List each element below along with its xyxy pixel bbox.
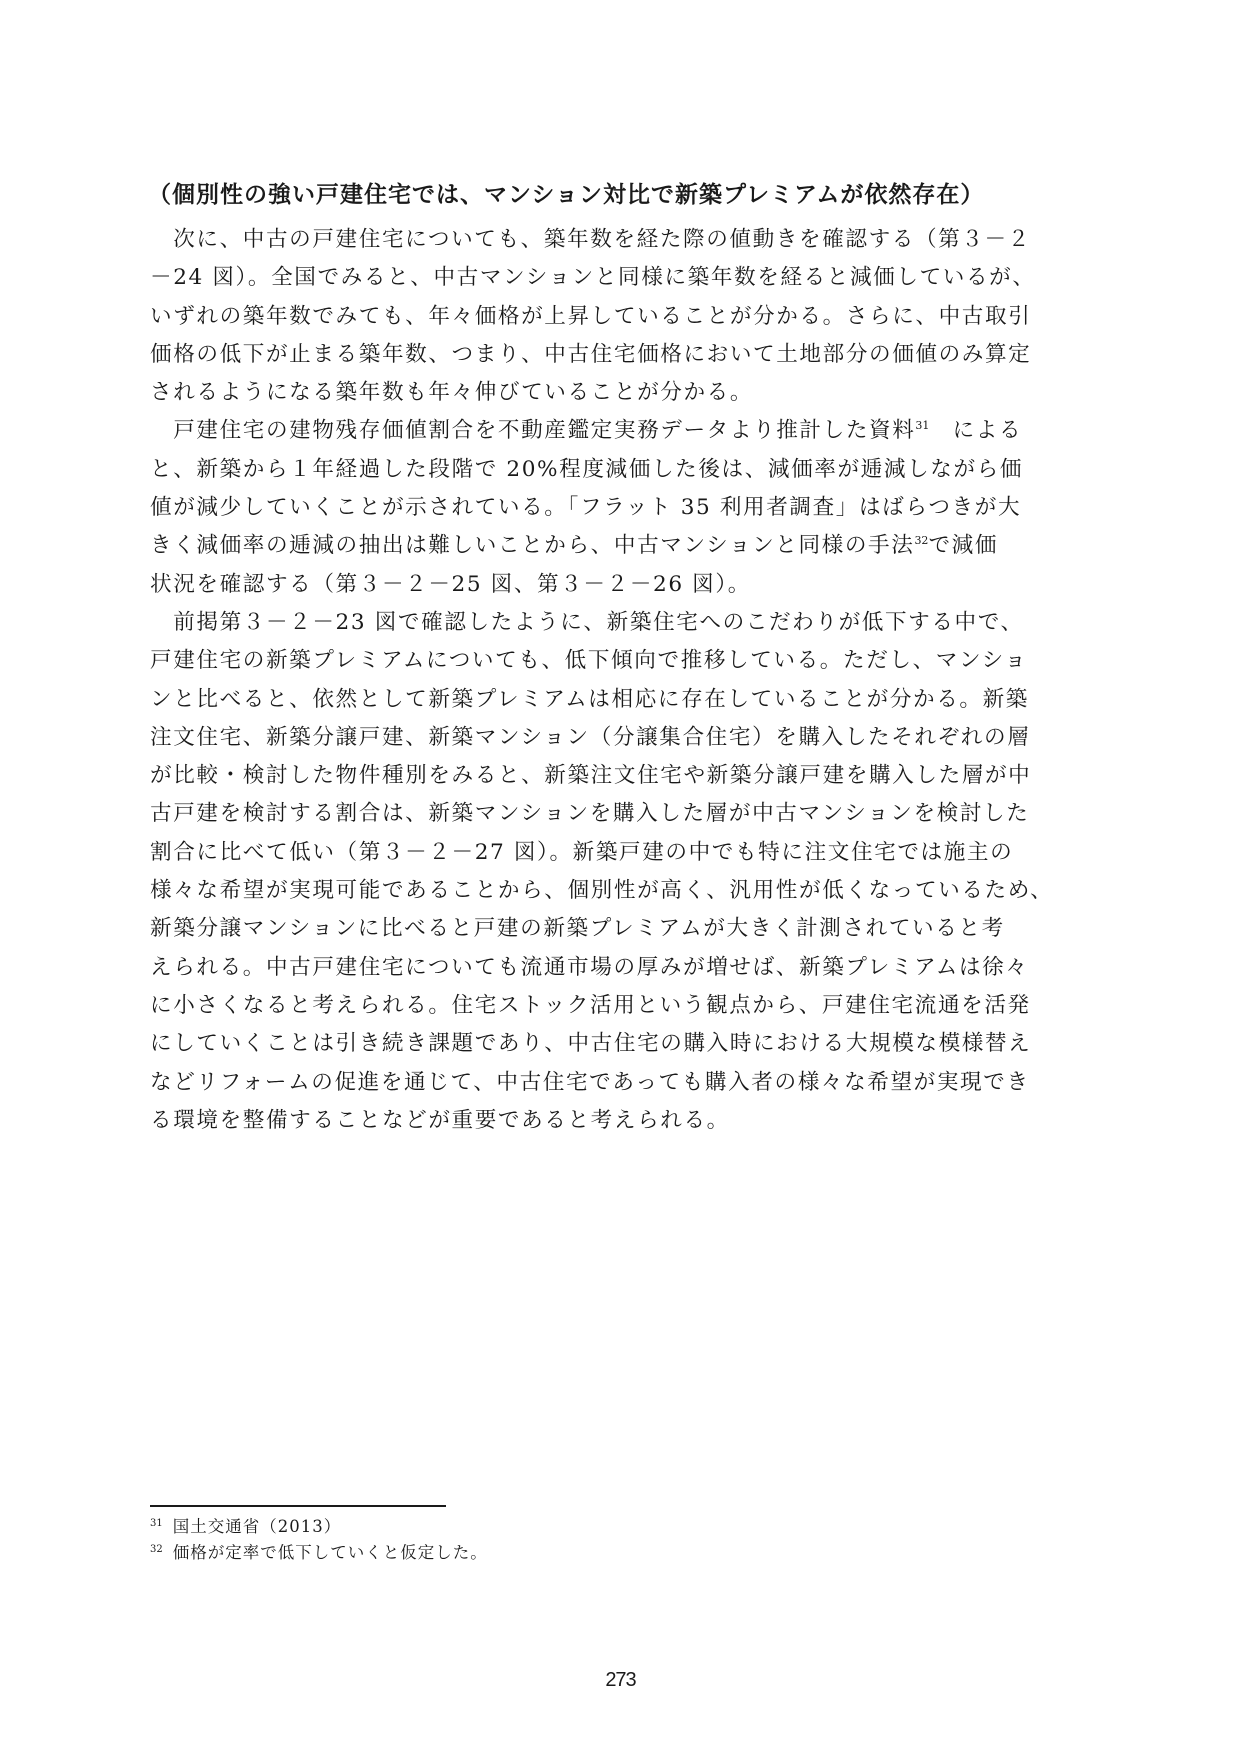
text-segment: きく減価率の逓減の抽出は難しいことから、中古マンションと同様の手法 [150, 533, 915, 559]
text-line [150, 412, 1090, 450]
text-line: ンと比べると、依然として新築プレミアムは相応に存在していることが分かる。新築 [150, 686, 1029, 712]
body-text [150, 221, 1090, 1140]
footnote-ref-32[interactable]: 32 [914, 534, 929, 548]
text-line: 前掲第３－２－23 図で確認したように、新築住宅へのこだわりが低下する中で、 [150, 609, 1024, 635]
text-line: が比較・検討した物件種別をみると、新築注文住宅や新築分譲戸建を購入した層が中 [150, 763, 1032, 789]
text-line: 割合に比べて低い（第３－２－27 図）。新築戸建の中でも特に注文住宅では施主の [150, 839, 1014, 865]
text-line: 古戸建を検討する割合は、新築マンションを購入した層が中古マンションを検討した [150, 801, 1030, 827]
text-line: と、新築から１年経過した段階で 20%程度減価した後は、減価率が逓減しながら価 [150, 456, 1024, 482]
text-line: にしていくことは引き続き課題であり、中古住宅の購入時における大規模な模様替え [150, 1031, 1032, 1057]
text-line [150, 527, 1090, 565]
footnote-text: 国土交通省（2013） [172, 1517, 342, 1536]
text-line: いずれの築年数でみても、年々価格が上昇していることが分かる。さらに、中古取引 [150, 303, 1032, 329]
footnote-number: 31 [150, 1517, 163, 1529]
text-line: 新築分譲マンションに比べると戸建の新築プレミアムが大きく計測されていると考 [150, 916, 1005, 942]
text-line: に小さくなると考えられる。住宅ストック活用という観点から、戸建住宅流通を活発 [150, 992, 1031, 1018]
text-line: 注文住宅、新築分譲戸建、新築マンション（分譲集合住宅）を購入したそれぞれの層 [150, 724, 1031, 750]
footnote-number: 32 [150, 1543, 163, 1555]
footnote-text: 価格が定率で低下していくと仮定した。 [172, 1543, 488, 1562]
text-segment: 戸建住宅の建物残存価値割合を不動産鑑定実務データより推計した資料 [150, 418, 916, 444]
text-line: る環境を整備することなどが重要であると考えられる。 [150, 1107, 730, 1133]
footnote-divider [150, 1505, 446, 1507]
paragraph-2 [150, 412, 1090, 603]
text-line: などリフォームの促進を通じて、中古住宅であっても購入者の様々な希望が実現でき [150, 1069, 1030, 1095]
text-segment: による [929, 418, 1023, 444]
footnotes [150, 1514, 950, 1566]
text-segment: で減価 [928, 533, 999, 559]
paragraph-3 [150, 604, 1090, 1140]
page-number: 273 [605, 1669, 636, 1691]
text-line: 様々な希望が実現可能であることから、個別性が高く、汎用性が低くなっているため、 [150, 878, 1054, 904]
text-line: されるようになる築年数も年々伸びていることが分かる。 [150, 380, 754, 406]
text-line: 次に、中古の戸建住宅についても、築年数を経た際の値動きを確認する（第３－２ [150, 227, 1031, 252]
text-line: 戸建住宅の新築プレミアムについても、低下傾向で推移している。ただし、マンショ [150, 648, 1028, 674]
text-line: えられる。中古戸建住宅についても流通市場の厚みが増せば、新築プレミアムは徐々 [150, 954, 1029, 980]
text-line: －24 図）。全国でみると、中古マンションと同様に築年数を経ると減価しているが、 [150, 265, 1036, 291]
text-line: 価格の低下が止まる築年数、つまり、中古住宅価格において土地部分の価値のみ算定 [150, 341, 1032, 367]
section-heading: （個別性の強い戸建住宅では、マンション対比で新築プレミアムが依然存在） [148, 182, 985, 208]
footnote-31 [150, 1514, 950, 1540]
footnote-32 [150, 1540, 950, 1566]
text-line: 値が減少していくことが示されている。「フラット 35 利用者調査」はばらつきが大 [150, 495, 1022, 521]
footnote-ref-31[interactable]: 31 [915, 419, 930, 433]
text-line: 状況を確認する（第３－２－25 図、第３－２－26 図）。 [150, 571, 751, 597]
paragraph-1 [150, 221, 1090, 412]
